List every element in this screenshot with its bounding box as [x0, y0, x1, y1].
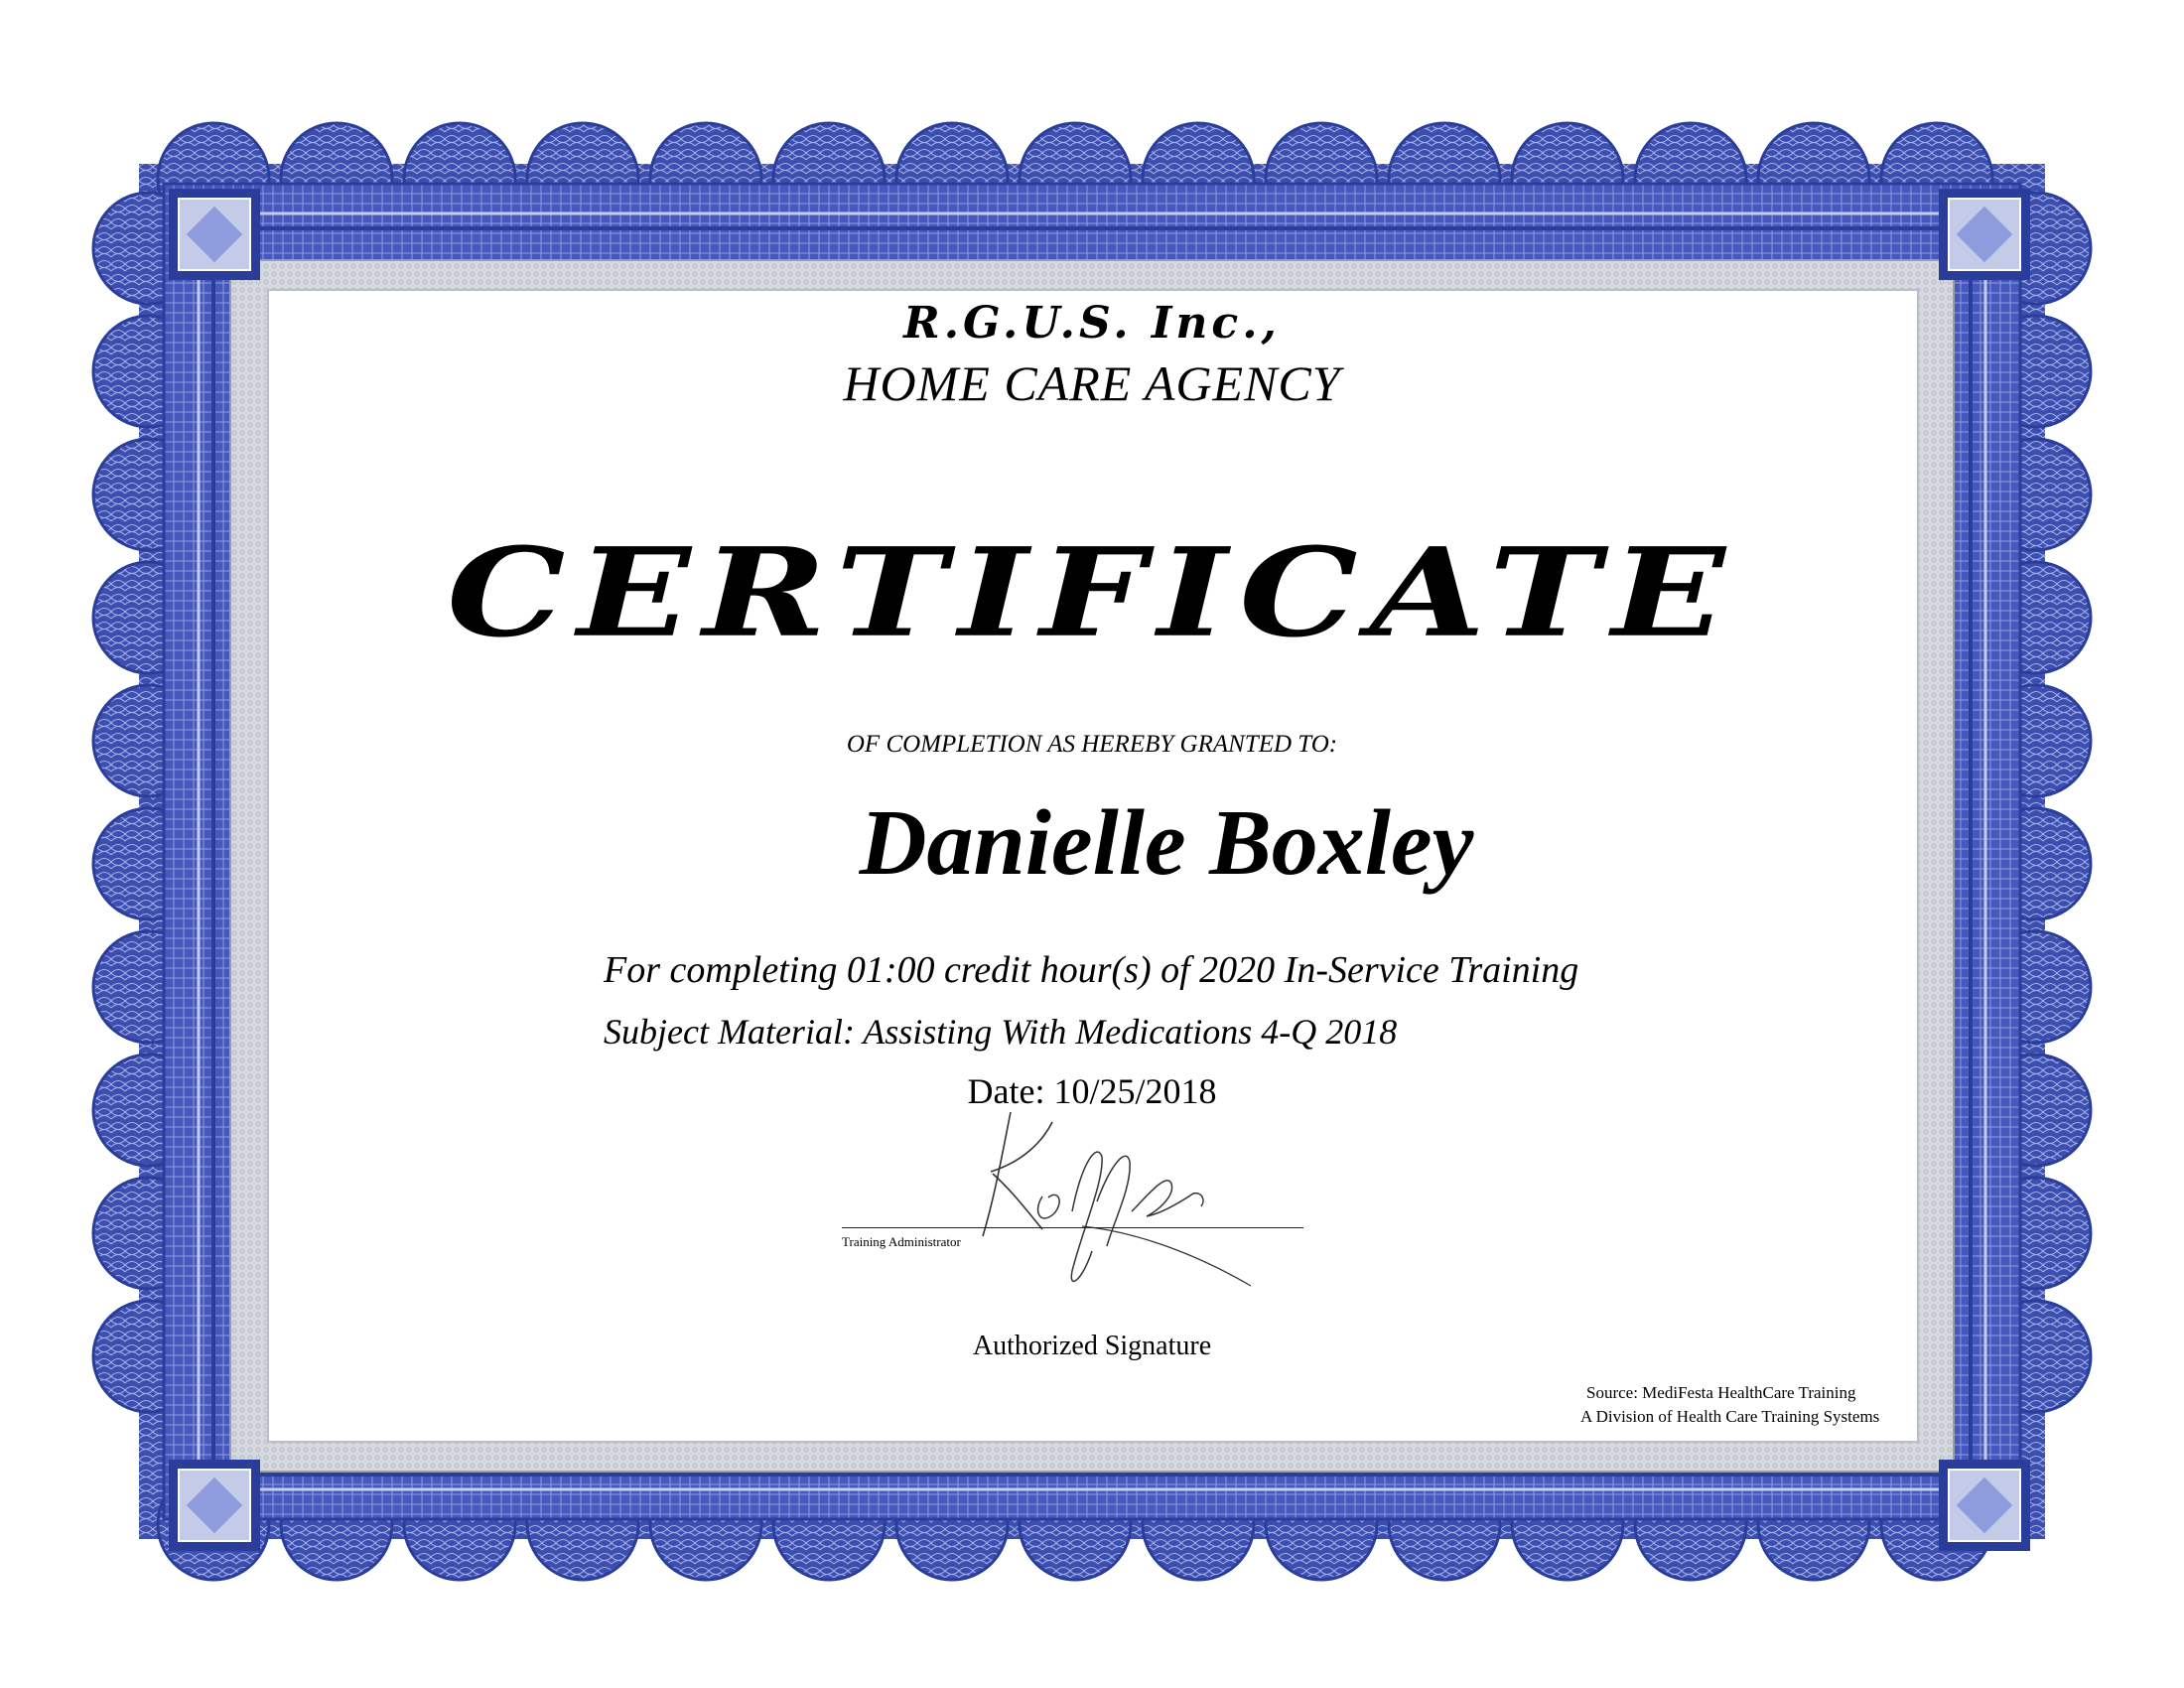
authorized-signature-label: Authorized Signature	[972, 1331, 1212, 1361]
date-line: Date: 10/25/2018	[967, 1071, 1217, 1111]
corner-ornament-icon	[1939, 189, 2030, 280]
source-line-2: A Division of Health Care Training Systems	[1580, 1407, 1880, 1426]
subject-line: Subject Material: Assisting With Medications 4-Q 2018	[604, 1012, 1398, 1052]
credit-line: For completing 01:00 credit hour(s) of 2020 In-Service Training	[604, 949, 1579, 991]
signature-role: Training Administrator	[842, 1234, 961, 1249]
company-name: R.G.U.S. Inc.,	[903, 298, 1281, 349]
signature-line	[842, 1227, 1303, 1228]
agency-name: HOME CARE AGENCY	[843, 355, 1341, 411]
corner-ornament-icon	[169, 1460, 260, 1551]
source-line-1: Source: MediFesta HealthCare Training	[1586, 1383, 1856, 1402]
granted-to-text: OF COMPLETION AS HEREBY GRANTED TO:	[846, 731, 1338, 758]
handwritten-signature	[933, 1102, 1310, 1301]
certificate-title: CERTIFICATE	[447, 521, 1737, 665]
corner-ornament-icon	[1939, 1460, 2030, 1551]
corner-ornament-icon	[169, 189, 260, 280]
recipient-name: Danielle Boxley	[859, 791, 1474, 895]
